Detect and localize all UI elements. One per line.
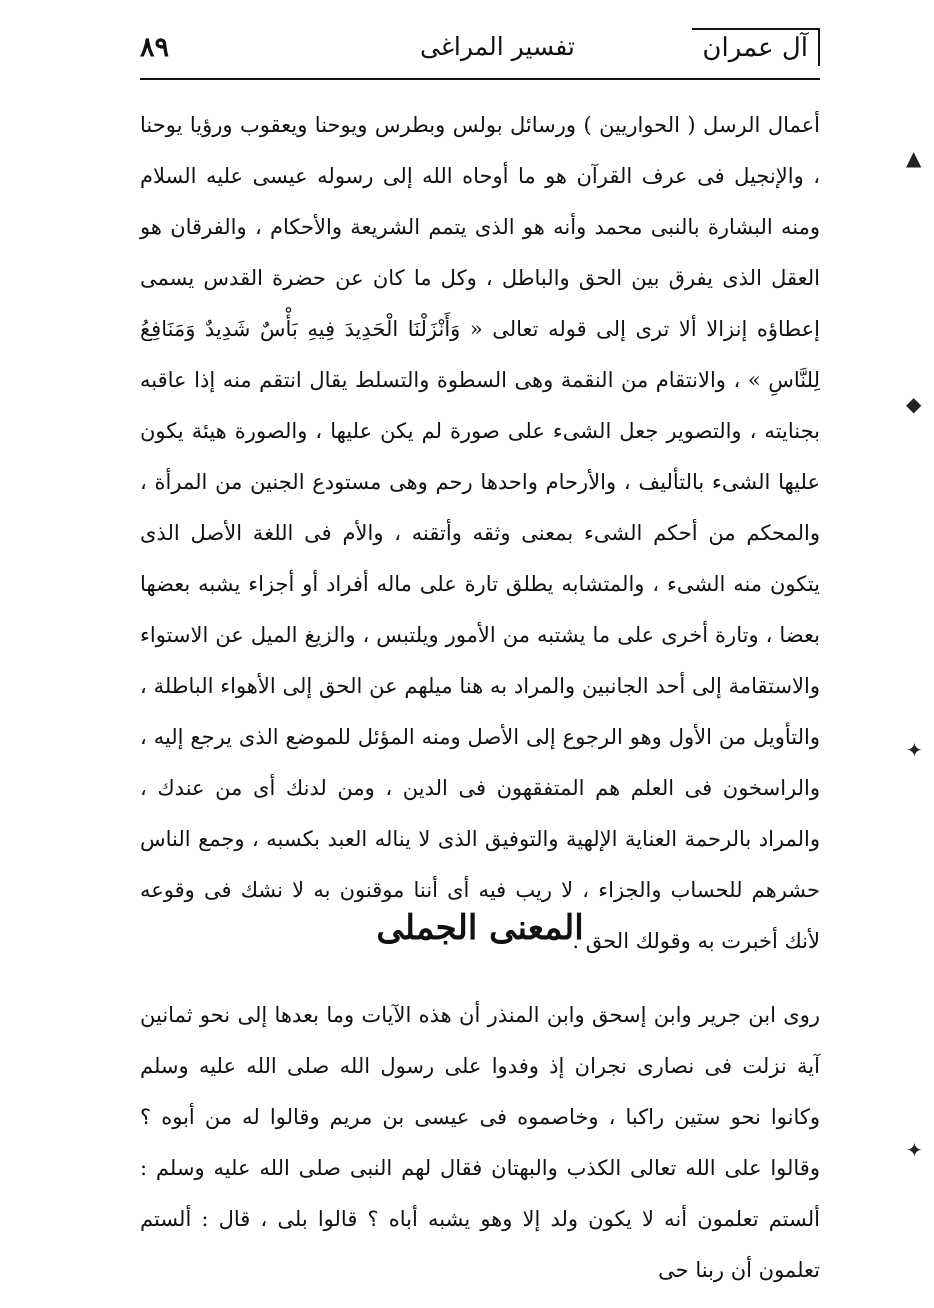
book-title: تفسير المراغى [420,32,575,61]
section-text [140,990,820,1296]
margin-mark: ✦ [906,1138,923,1162]
paragraph: روى ابن جرير وابن إسحق وابن المنذر أن هذه الآيات وما بعدها إلى نحو ثمانين آية نزلت فى نصارى نجران إذ وفدوا على رسول الله صلى الله عليه وسلم وكانوا نحو ستين راكبا ، وخاصموه فى عيسى بن مريم وقالوا له من أبوه ؟ وقالوا على الله تعالى الكذب والبهتان فقال لهم النبى صلى الله عليه وسلم : ألستم تعلمون أنه لا يكون ولد إلا وهو يشبه أباه ؟ قالوا بلى ، قال : ألستم تعلمون أن ربنا حى [140,1003,820,1282]
header-rule [140,78,820,80]
paragraph: أعمال الرسل ( الحواريين ) ورسائل بولس وبطرس ويوحنا ويعقوب ورؤيا يوحنا ، والإنجيل فى عرف القرآن هو ما أوحاه الله إلى رسوله عيسى عليه السلام ومنه البشارة بالنبى محمد وأنه هو الذى يتمم الشريعة والأحكام ، والفرقان هو العقل الذى يفرق بين الحق والباطل ، وكل ما كان عن حضرة القدس يسمى إعطاؤه إنزالا ألا ترى إلى قوله تعالى « وَأَنْزَلْنَا الْحَدِيدَ فِيهِ بَأْسٌ شَدِيدٌ وَمَنَافِعُ لِلنَّاسِ » ، والانتقام من النقمة وهى السطوة والتسلط يقال انتقم منه إذا عاقبه بجنايته ، والتصوير جعل الشىء على صورة لم يكن عليها ، والصورة هيئة يكون عليها الشىء بالتأليف ، والأرحام واحدها رحم وهى مستودع الجنين من المرأة ، والمحكم من أحكم الشىء بمعنى وثقه وأتقنه ، والأم فى اللغة الأصل الذى يتكون منه الشىء ، والمتشابه يطلق تارة على ماله أفراد أو أجزاء يشبه بعضها بعضا ، وتارة أخرى على ما يشتبه من الأمور ويلتبس ، والزيغ الميل عن الاستواء والاستقامة إلى أحد الجانبين والمراد به هنا ميلهم عن الحق إلى الأهواء الباطلة ، والتأويل من الأول وهو الرجوع إلى الأصل ومنه المؤئل للموضع الذى يرجع إليه ، والراسخون فى العلم هم المتفقهون فى الدين ، ومن لدنك أى من عندك ، والمراد بالرحمة العناية الإلهية والتوفيق الذى لا يناله العبد بكسبه ، وجمع الناس حشرهم للحساب والجزاء ، لا ريب فيه أى أننا موقنون به لا نشك فى وقوعه لأنك أخبرت به وقولك الحق . [140,113,820,953]
margin-mark: ◆ [906,392,922,416]
margin-mark: ✦ [906,738,923,762]
section-heading: المعنى الجملى [376,908,584,948]
page-header [140,28,820,78]
main-text [140,100,820,967]
margin-mark: ▲ [906,146,922,170]
surah-name: آل عمران [692,28,820,66]
page-number: ٨٩ [140,32,170,63]
